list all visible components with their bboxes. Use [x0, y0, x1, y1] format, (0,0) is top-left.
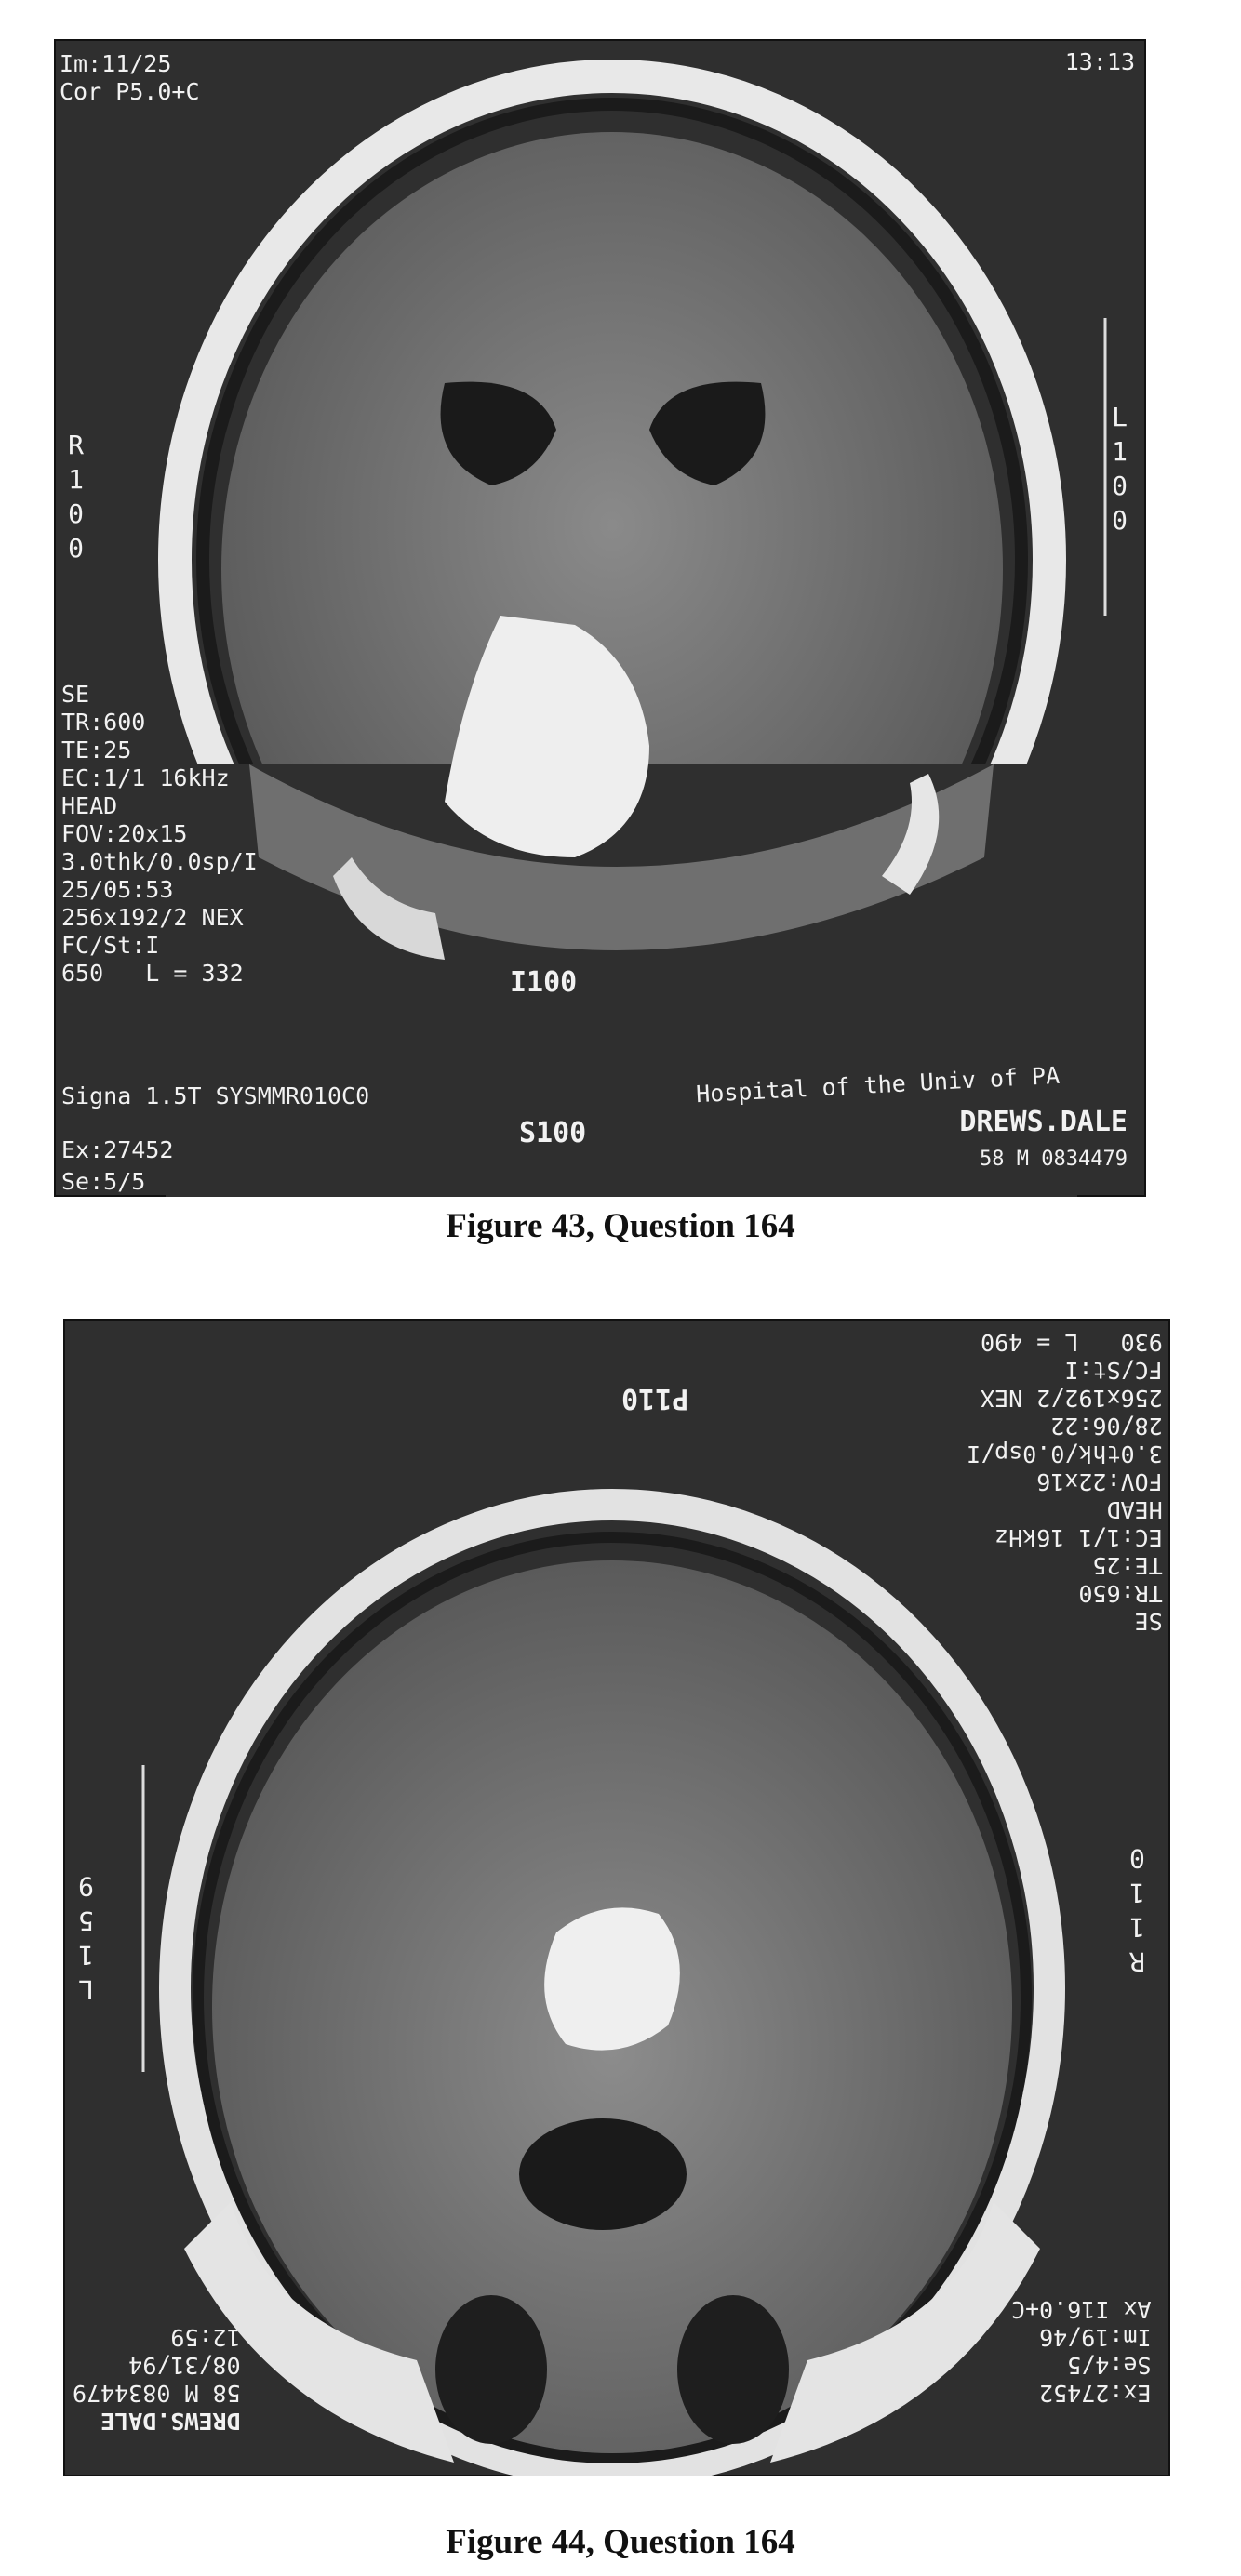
param-line: TR:600	[61, 709, 146, 736]
param-line: 650 L = 332	[61, 960, 244, 987]
param-line: 25/05:53	[61, 876, 174, 903]
patient-info-inverted	[73, 2323, 241, 2435]
scan-time: 12:59	[170, 2324, 241, 2351]
param-line: SE	[61, 681, 90, 708]
param-line: FOV:20x15	[61, 820, 188, 847]
scan-date: 08/31/94	[128, 2352, 241, 2379]
series-number: Se:5/5	[61, 1168, 146, 1195]
patient-name: DREWS.DALE	[100, 2408, 241, 2435]
param-line: 3.0thk/0.0sp/I	[61, 848, 258, 875]
patient-id: 58 M 0834479	[980, 1148, 1128, 1171]
figure-caption: Figure 44, Question 164	[446, 2523, 795, 2561]
orientation-left: L159	[71, 1867, 101, 2005]
scan-parameters-inverted	[967, 1328, 1163, 1635]
patient-name: DREWS.DALE	[959, 1106, 1128, 1138]
image-number: Im:11/25	[60, 50, 172, 77]
scan-parameters	[61, 681, 258, 988]
param-line: 28/06:22	[1050, 1413, 1163, 1440]
param-line: Se:4/5	[1067, 2352, 1152, 2379]
param-line: 930 L = 490	[981, 1329, 1163, 1356]
param-line: HEAD	[61, 792, 118, 819]
tumor-mass	[544, 1907, 680, 2050]
param-line: EC:1/1 16kHz	[994, 1524, 1163, 1551]
orientation-left: L100	[1104, 402, 1135, 539]
param-line: TE:25	[1092, 1552, 1163, 1579]
param-line: HEAD	[1106, 1496, 1163, 1523]
orientation-inferior: I100	[510, 966, 578, 999]
exam-number: Ex:27452	[61, 1136, 174, 1163]
patient-id: 58 M 0834479	[73, 2380, 241, 2407]
scanner-info: Signa 1.5T SYSMMR010C0	[61, 1082, 370, 1109]
param-line: FC/St:I	[1064, 1357, 1163, 1384]
orientation-right: R110	[1122, 1839, 1153, 1977]
param-line: SE	[1134, 1608, 1163, 1635]
param-line: TE:25	[61, 737, 132, 764]
param-line: 3.0thk/0.0sp/I	[967, 1441, 1163, 1467]
orientation-right: R100	[60, 430, 91, 567]
param-line: FC/St:I	[61, 932, 160, 959]
param-line: TR:650	[1078, 1580, 1163, 1607]
param-line: Im:19/46	[1039, 2324, 1152, 2351]
param-line: 256x192/2 NEX	[981, 1385, 1163, 1412]
mri-coronal-image	[54, 39, 1146, 1197]
image-info-inverted	[1011, 2295, 1152, 2407]
param-line: Ex:27452	[1039, 2380, 1152, 2407]
brain-coronal-scan	[54, 39, 1146, 1197]
hospital-name: Hospital of the Univ of PA	[695, 1061, 1061, 1109]
slice-position: Cor P5.0+C	[60, 78, 200, 105]
orientation-posterior: P110	[621, 1382, 689, 1414]
param-line: FOV:22x16	[1036, 1468, 1163, 1495]
mri-axial-image	[63, 1319, 1170, 2476]
scan-time: 13:13	[1064, 48, 1135, 75]
figure-caption: Figure 43, Question 164	[446, 1207, 795, 1245]
orientation-superior: S100	[519, 1117, 587, 1149]
param-line: 256x192/2 NEX	[61, 904, 244, 931]
param-line: EC:1/1 16kHz	[61, 764, 230, 791]
param-line: Ax I16.0+C	[1011, 2296, 1152, 2323]
